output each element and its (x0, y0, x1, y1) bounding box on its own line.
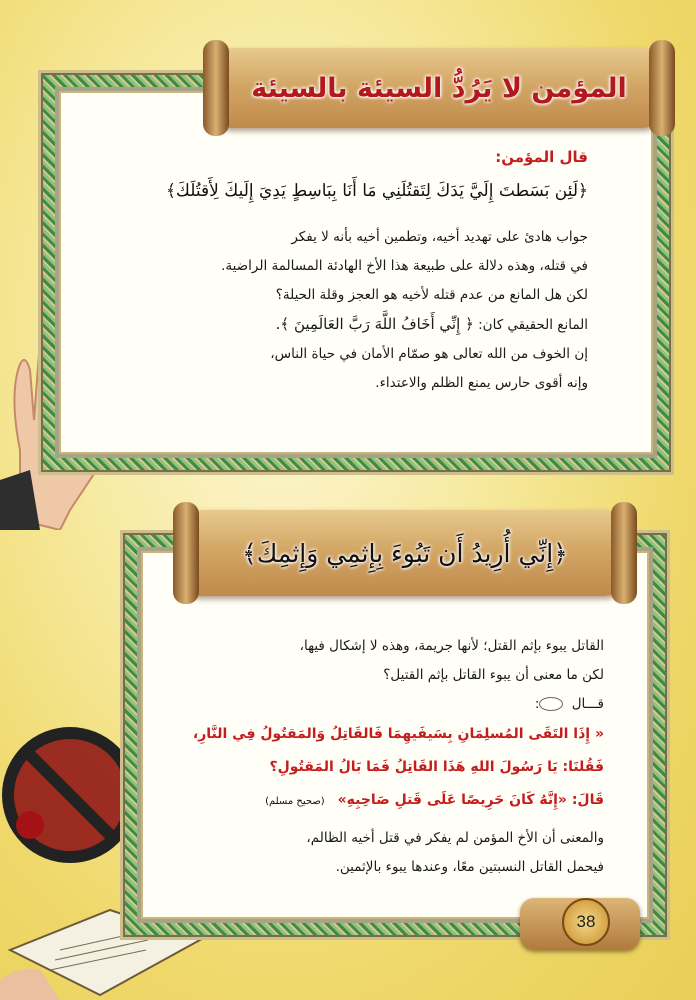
salutation-icon (539, 697, 563, 711)
hadith-line: فَقُلنَا: يَا رَسُولَ اللهِ هَذَا القَاتِلُ فَمَا بَالُ المَقتُولِ؟ (269, 759, 604, 775)
inline-verse: ﴿ إِنِّي أَخَافُ اللَّهَ رَبَّ العَالَمِينَ ﴾. (275, 315, 474, 333)
paragraph-line: فيحمل القاتل النسبتين معًا، وعندها يبوء بالإثمين. (335, 859, 604, 875)
paragraph-line: جواب هادئ على تهديد أخيه، وتطمين أخيه بأنه لا يفكر (291, 229, 588, 245)
paragraph-line: والمعنى أن الأخ المؤمن لم يفكر في قتل أخيه الظالم، (306, 830, 604, 846)
quran-verse-1: ﴿لَئِن بَسَطتَ إِلَيَّ يَدَكَ لِتَقتُلَنِي مَا أَنَا بِبَاسِطٍ يَدِيَ إِلَيكَ لِأَقتُلَكَ﴾ (165, 181, 588, 201)
hadith-source: (صحيح مسلم) (265, 796, 325, 807)
hadith-line: « إِذَا التَقَى المُسلِمَانِ بِسَيفَيهِمَا فَالقَاتِلُ وَالمَقتُولُ فِي النَّارِ، (192, 726, 604, 742)
page-number: 38 (562, 898, 610, 946)
paragraph-line: لكن هل المانع من عدم قتله لأخيه هو العجز وقلة الحيلة؟ (275, 287, 588, 303)
speaker-label: قال المؤمن: (495, 148, 588, 166)
paragraph-line-with-verse (108, 310, 588, 340)
hadith-intro: قـــال : (534, 696, 604, 712)
qaal-label: قـــال (571, 696, 604, 712)
section-2-text (144, 632, 604, 882)
section-1-text (108, 148, 588, 398)
paragraph-line: وإنه أقوى حارس يمنع الظلم والاعتداء. (375, 375, 588, 391)
section-1-title: المؤمن لا يَرُدُّ السيئة بالسيئة (251, 72, 627, 104)
hadith-line-with-source (144, 784, 604, 818)
page-number-scroll (520, 898, 640, 950)
hadith-line: قَالَ: «إِنَّهُ كَانَ حَرِيصًا عَلَى قَتلِ صَاحِبِهِ» (337, 792, 604, 808)
paragraph-line: في قتله، وهذه دلالة على طبيعة هذا الأخ الهادئة المسالمة الراضية. (221, 258, 588, 274)
verse-prefix: المانع الحقيقي كان: (478, 317, 588, 333)
section-2-title: ﴿إِنِّي أُرِيدُ أَن تَبُوءَ بِإِثمِي وَإِثمِكَ﴾ (242, 538, 568, 568)
paragraph-line: القاتل يبوء بإثم القتل؛ لأنها جريمة، وهذه لا إشكال فيها، (299, 638, 604, 654)
title-scroll-1 (215, 48, 663, 128)
paragraph-line: إن الخوف من الله تعالى هو صمّام الأمان في حياة الناس، (270, 346, 588, 362)
title-scroll-2 (185, 510, 625, 596)
paragraph-line: لكن ما معنى أن يبوء القاتل بإثم القتيل؟ (383, 667, 604, 683)
